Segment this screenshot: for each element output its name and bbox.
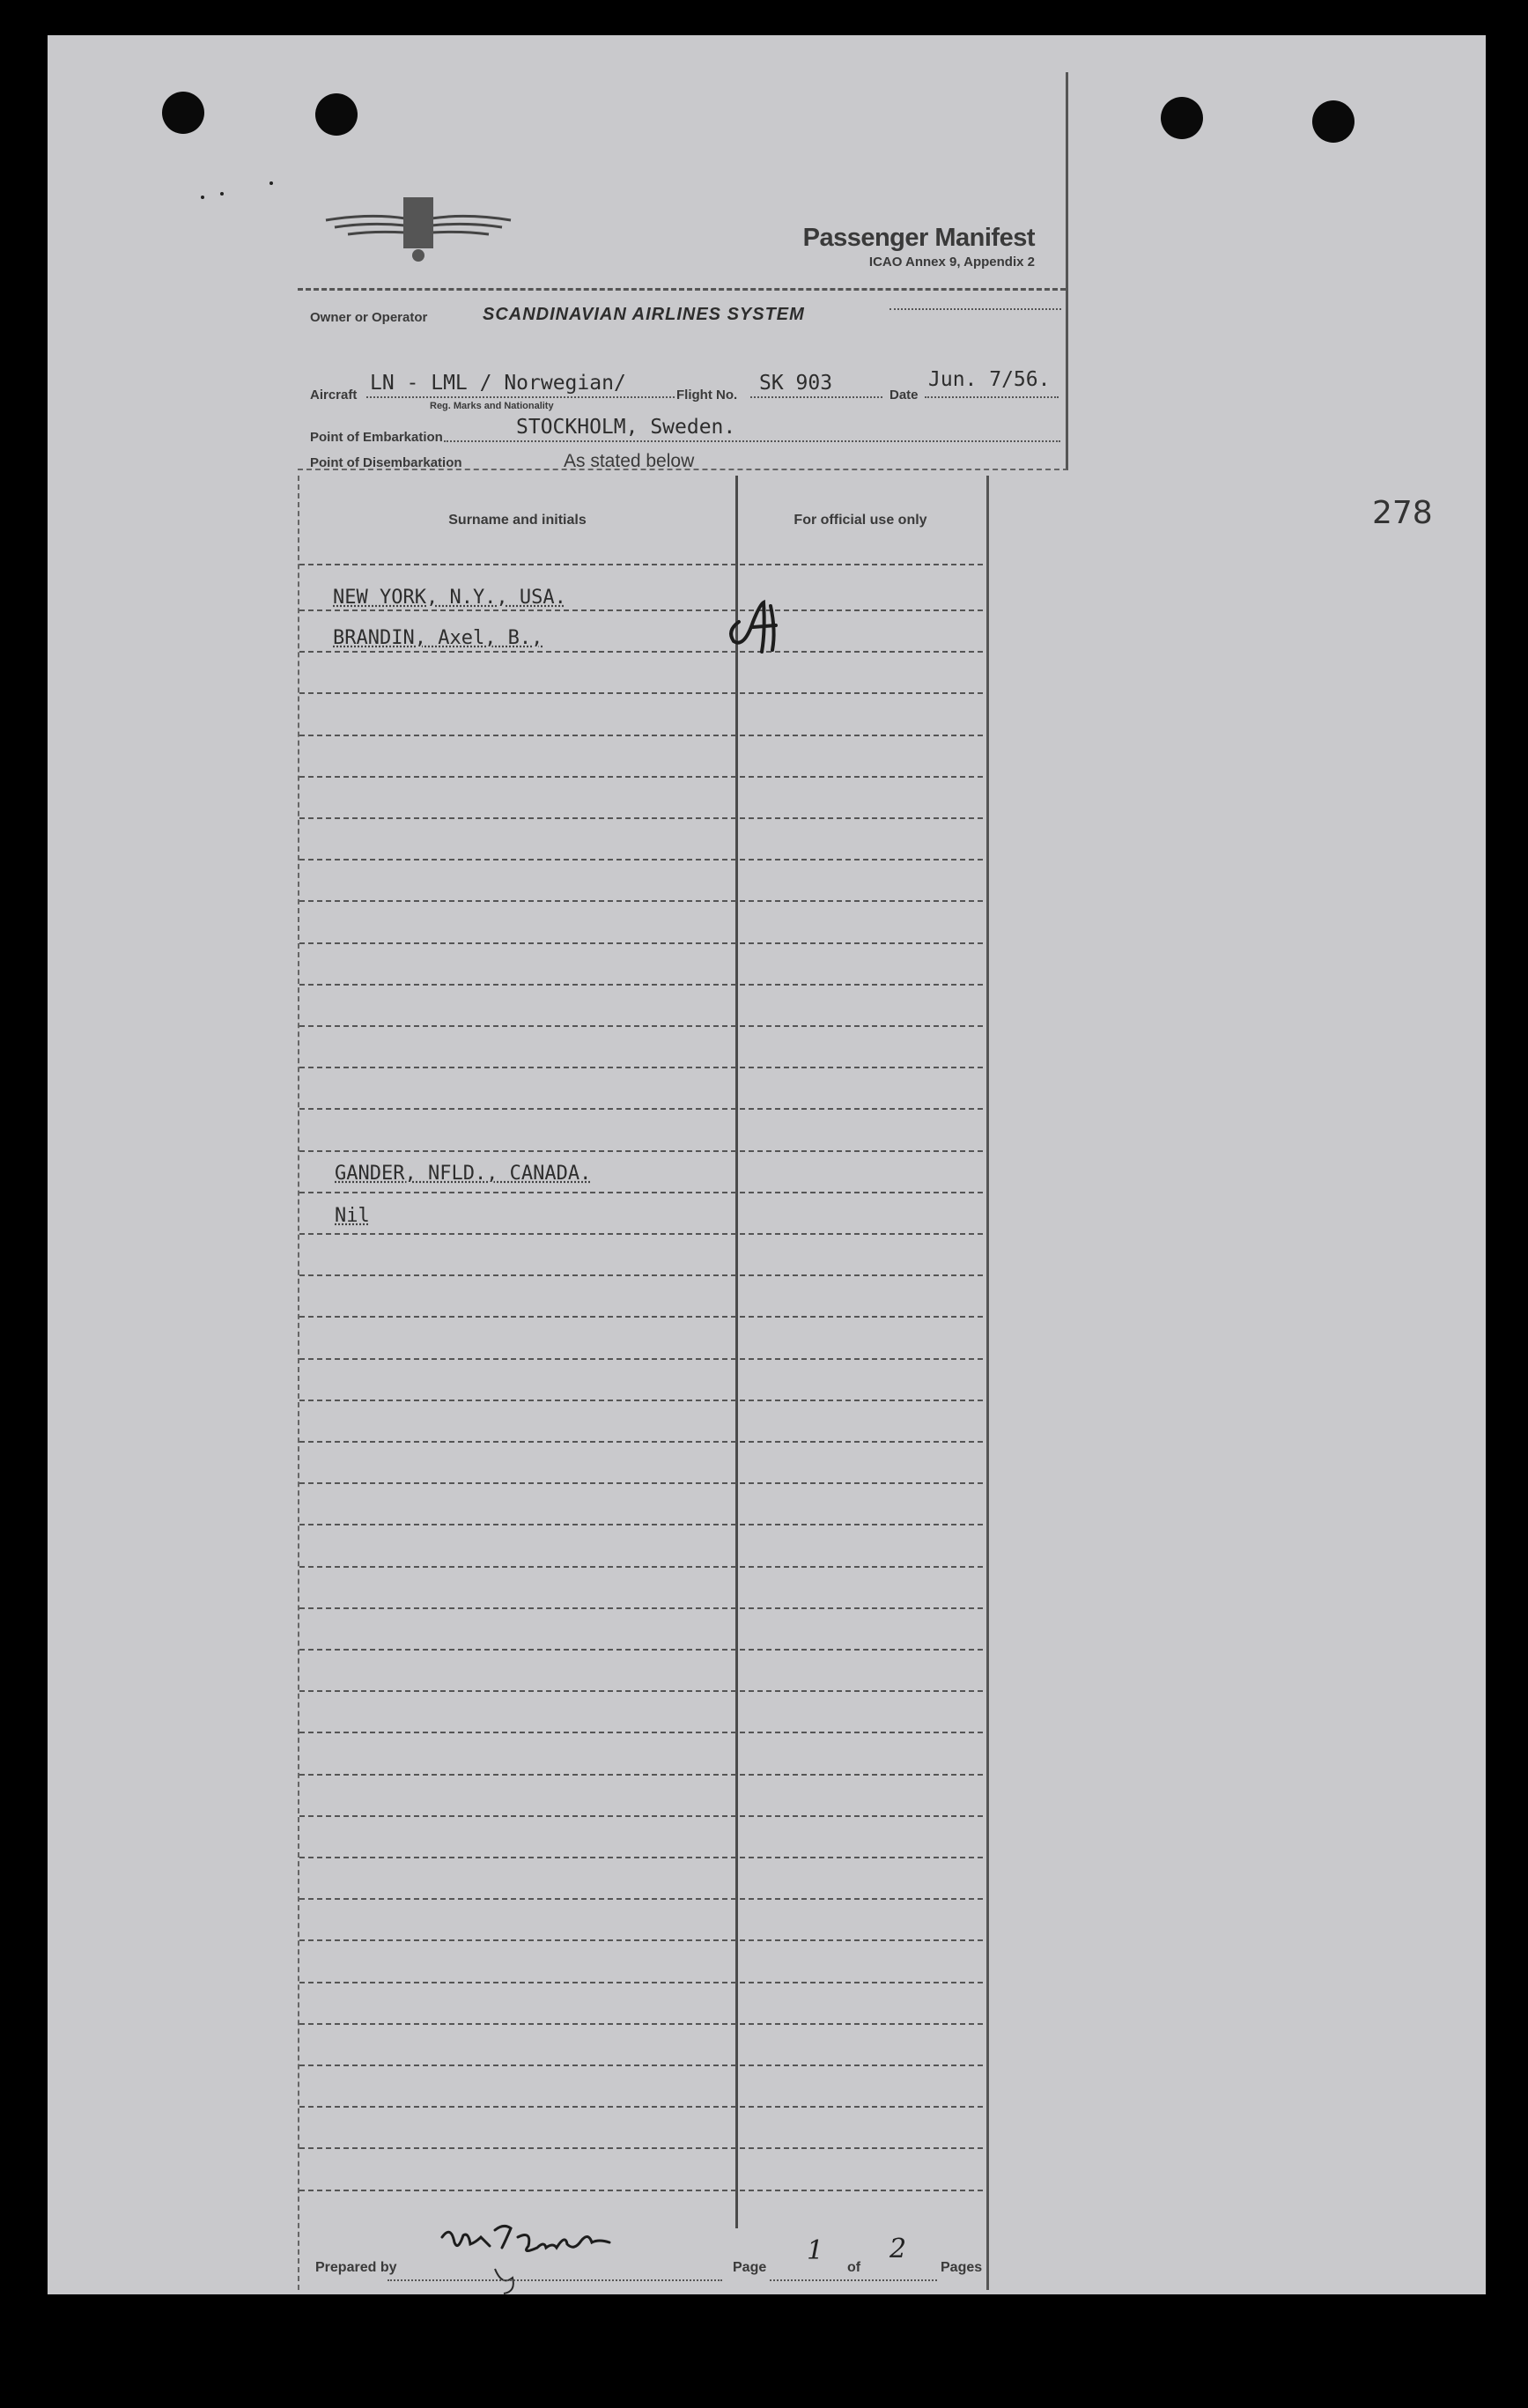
aircraft-value: LN - LML / Norwegian/ — [370, 372, 626, 395]
page-number: 1 — [807, 2235, 824, 2266]
flight-line — [750, 396, 882, 398]
table-row-line — [299, 1898, 983, 1900]
table-row-line — [299, 942, 983, 944]
punch-hole — [1161, 97, 1203, 139]
table-row-line — [299, 1150, 983, 1152]
table-row-line — [299, 1358, 983, 1360]
table-row-line — [299, 1649, 983, 1651]
table-row-line — [299, 2190, 983, 2191]
embarkation-label: Point of Embarkation — [310, 430, 443, 445]
punch-hole — [1312, 100, 1355, 143]
disembarkation-value: As stated below — [564, 451, 695, 471]
table-cell: NEW YORK, N.Y., USA. — [333, 587, 566, 609]
table-row-line — [299, 1982, 983, 1983]
surname-column-header: Surname and initials — [448, 513, 587, 528]
table-row-line — [299, 1815, 983, 1817]
table-row-line — [299, 817, 983, 819]
preparer-signature — [433, 2216, 653, 2295]
table-row-line — [299, 2147, 983, 2149]
table-row-line — [299, 1939, 983, 1941]
table-row-line — [299, 1607, 983, 1609]
table-row-line — [299, 1732, 983, 1733]
prepared-by-label: Prepared by — [315, 2260, 397, 2275]
table-row-line — [299, 1441, 983, 1443]
aircraft-line — [366, 396, 675, 398]
speck — [220, 192, 224, 196]
owner-label: Owner or Operator — [310, 310, 428, 325]
page-label: Page — [733, 2260, 767, 2275]
table-row-line — [299, 1233, 983, 1235]
official-initials-mark — [718, 595, 806, 657]
table-cell: BRANDIN, Axel, B., — [333, 627, 543, 649]
speck — [269, 181, 273, 185]
aircraft-sublabel: Reg. Marks and Nationality — [430, 401, 554, 411]
speck — [201, 196, 204, 199]
table-row-line — [299, 1690, 983, 1692]
punch-hole — [162, 92, 204, 134]
sheet-number: 278 — [1372, 495, 1433, 531]
page-line — [770, 2279, 937, 2281]
embarkation-value: STOCKHOLM, Sweden. — [516, 416, 736, 439]
pages-label: Pages — [941, 2260, 983, 2275]
prepared-by-line — [388, 2279, 722, 2281]
embarkation-line — [444, 440, 1060, 442]
table-row-line — [299, 776, 983, 778]
total-pages: 2 — [889, 2234, 907, 2264]
table-row-line — [299, 2065, 983, 2066]
table-row-line — [299, 1857, 983, 1858]
table-row-line — [299, 1482, 983, 1484]
table-row-line — [299, 2023, 983, 2025]
form-subtitle: ICAO Annex 9, Appendix 2 — [868, 255, 1035, 270]
airline-logo-icon — [317, 187, 520, 266]
table-row-line — [299, 692, 983, 694]
manifest-table — [298, 476, 989, 2290]
table-row-line — [299, 900, 983, 902]
table-row-line — [299, 1566, 983, 1568]
table-cell: GANDER, NFLD., CANADA. — [335, 1163, 592, 1185]
table-cell: Nil — [335, 1205, 370, 1227]
table-row-line — [299, 651, 983, 653]
table-row-line — [299, 1524, 983, 1525]
table-row-line — [299, 984, 983, 986]
table-row-line — [299, 2106, 983, 2108]
aircraft-label: Aircraft — [310, 388, 358, 403]
of-label: of — [847, 2260, 861, 2275]
date-value: Jun. 7/56. — [928, 368, 1051, 391]
table-row-line — [299, 1067, 983, 1068]
owner-value: SCANDINAVIAN AIRLINES SYSTEM — [483, 305, 805, 324]
table-row-line — [299, 1108, 983, 1110]
disembarkation-label: Point of Disembarkation — [310, 455, 462, 470]
table-row-line — [299, 609, 983, 611]
column-divider — [735, 476, 738, 2228]
table-row-line — [299, 859, 983, 861]
table-row-line — [299, 1025, 983, 1027]
table-row-line — [299, 1774, 983, 1776]
date-label: Date — [889, 388, 919, 403]
form-title: Passenger Manifest — [802, 224, 1035, 252]
official-column-header: For official use only — [794, 513, 927, 528]
table-row-line — [299, 1274, 983, 1276]
date-line — [925, 396, 1059, 398]
table-row-line — [299, 1192, 983, 1193]
table-row-line — [299, 735, 983, 736]
owner-line — [889, 308, 1061, 310]
flight-label: Flight No. — [676, 388, 738, 403]
flight-value: SK 903 — [759, 372, 833, 395]
table-row-line — [299, 1316, 983, 1318]
table-row-line — [299, 1400, 983, 1401]
table-row-line — [299, 564, 983, 565]
